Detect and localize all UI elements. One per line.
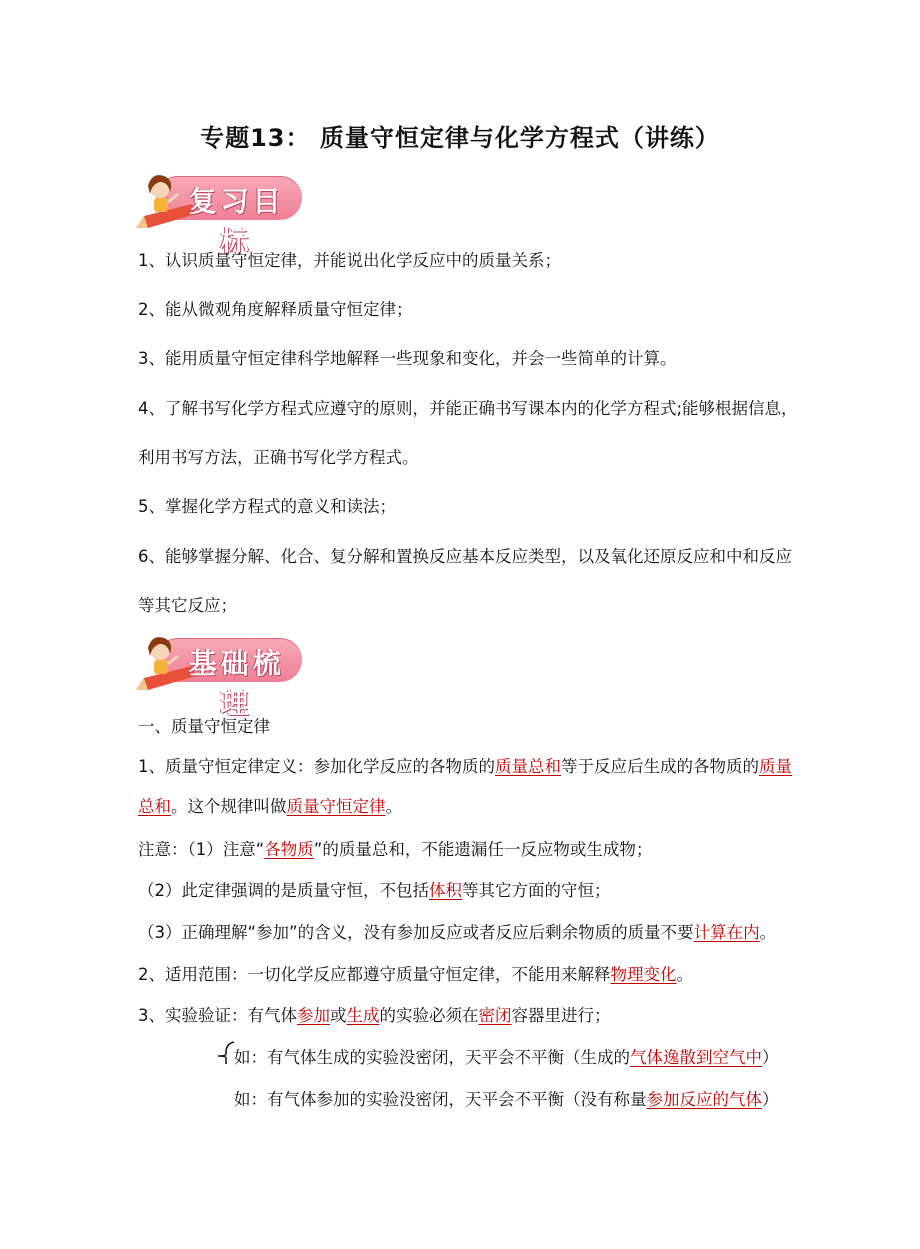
goal-item-1: 1、认识质量守恒定律，并能说出化学反应中的质量关系； bbox=[138, 251, 561, 270]
definition-line-2: 总和。这个规律叫做质量守恒定律。 bbox=[138, 797, 402, 816]
note-3: （3）正确理解“参加”的含义，没有参加反应或者反应后剩余物质的质量不要计算在内。 bbox=[138, 923, 777, 942]
basics-badge bbox=[134, 630, 304, 720]
definition-line-1: 1、质量守恒定律定义：参加化学反应的各物质的质量总和等于反应后生成的各物质的质量 bbox=[138, 757, 792, 776]
badge-text: 基础梳理 bbox=[188, 647, 285, 720]
goal-item-4: 4、了解书写化学方程式应遵守的原则，并能正确书写课本内的化学方程式;能够根据信息， bbox=[138, 399, 798, 418]
goal-item-6: 6、能够掌握分解、化合、复分解和置换反应基本反应类型，以及氧化还原反应和中和反应 bbox=[138, 547, 792, 566]
section-heading: 一、质量守恒定律 bbox=[138, 717, 270, 736]
badge-text: 复习目标 bbox=[188, 185, 285, 258]
note-1: 注意：（1）注意“各物质”的质量总和，不能遗漏任一反应物或生成物； bbox=[138, 840, 653, 859]
goal-item-5: 5、掌握化学方程式的意义和读法； bbox=[138, 497, 396, 516]
page-title: 专题13： 质量守恒定律与化学方程式（讲练） bbox=[200, 124, 720, 152]
example-2: 如：有气体参加的实验没密闭，天平会不平衡（没有称量参加反应的气体） bbox=[234, 1090, 779, 1109]
review-goals-badge bbox=[134, 168, 304, 258]
goal-item-4-cont: 利用书写方法，正确书写化学方程式。 bbox=[138, 448, 419, 467]
goal-item-6-cont: 等其它反应； bbox=[138, 596, 237, 615]
scope-line: 2、适用范围：一切化学反应都遵守质量守恒定律，不能用来解释物理变化。 bbox=[138, 965, 693, 984]
note-2: （2）此定律强调的是质量守恒，不包括体积等其它方面的守恒； bbox=[138, 881, 611, 900]
example-1: 如：有气体生成的实验没密闭，天平会不平衡（生成的气体逸散到空气中） bbox=[234, 1048, 779, 1067]
experiment-line: 3、实验验证：有气体参加或生成的实验必须在密闭容器里进行； bbox=[138, 1006, 611, 1025]
goal-item-3: 3、能用质量守恒定律科学地解释一些现象和变化，并会一些简单的计算。 bbox=[138, 349, 677, 368]
goal-item-2: 2、能从微观角度解释质量守恒定律； bbox=[138, 300, 413, 319]
